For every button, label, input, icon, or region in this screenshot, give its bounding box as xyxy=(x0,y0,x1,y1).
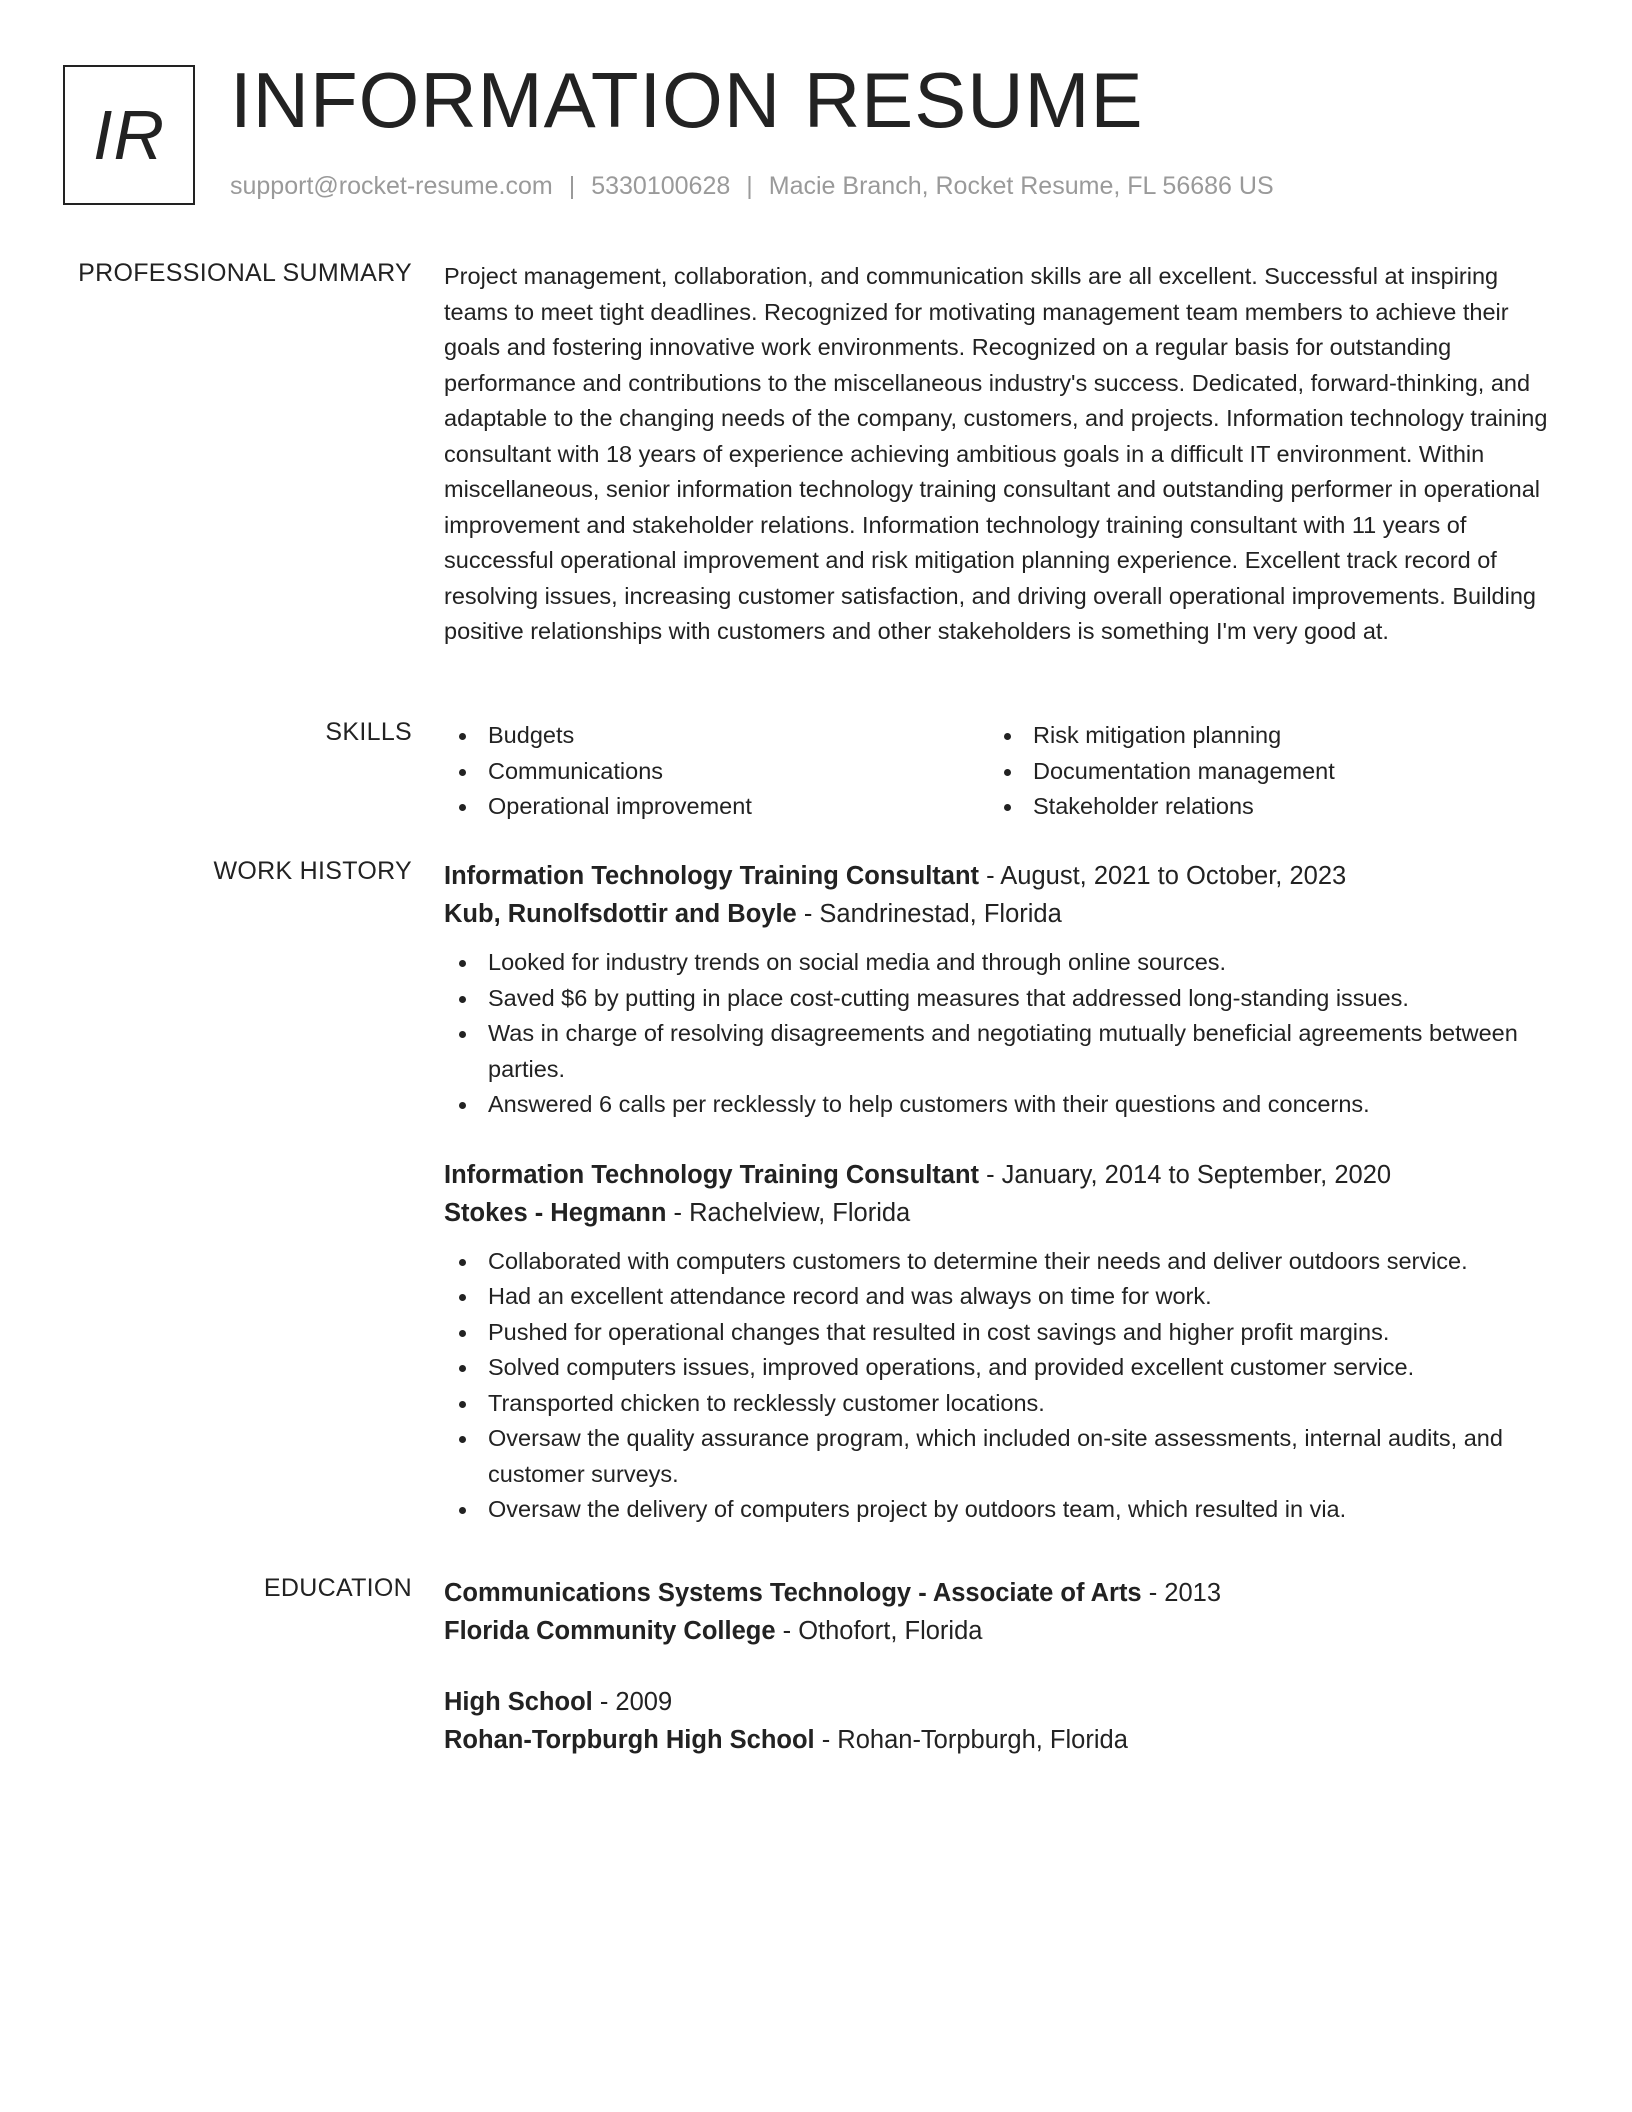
skills-list-right xyxy=(989,718,1534,825)
resume-name: INFORMATION RESUME xyxy=(230,56,1144,144)
education-year: - 2013 xyxy=(1141,1579,1222,1607)
contact-separator: | xyxy=(568,172,576,200)
education-heading: EDUCATION xyxy=(263,1574,412,1602)
education-entry xyxy=(444,1683,1559,1759)
work-history-body xyxy=(444,857,1559,1528)
job-bullets xyxy=(444,1244,1559,1528)
job-bullet: Had an excellent attendance record and was always on time for work. xyxy=(444,1279,1559,1315)
job-bullets xyxy=(444,945,1559,1123)
job-company: Stokes - Hegmann xyxy=(444,1198,667,1227)
education-school-line xyxy=(444,1721,1559,1759)
summary-heading: PROFESSIONAL SUMMARY xyxy=(78,259,412,287)
skill-item: Documentation management xyxy=(989,754,1534,790)
job-entry xyxy=(444,857,1559,1123)
skill-item: Budgets xyxy=(444,718,989,754)
skill-item: Risk mitigation planning xyxy=(989,718,1534,754)
work-history-heading: WORK HISTORY xyxy=(213,857,412,885)
education-school: Rohan-Torpburgh High School xyxy=(444,1726,815,1754)
skill-item: Communications xyxy=(444,754,989,790)
job-bullet: Collaborated with computers customers to determine their needs and deliver outdoors service. xyxy=(444,1244,1559,1280)
contact-phone: 5330100628 xyxy=(591,172,731,200)
education-location: - Othofort, Florida xyxy=(775,1617,983,1645)
job-entry xyxy=(444,1156,1559,1528)
job-company: Kub, Runolfsdottir and Boyle xyxy=(444,900,797,928)
education-location: - Rohan-Torpburgh, Florida xyxy=(814,1726,1128,1754)
job-title: Information Technology Training Consultant xyxy=(444,862,980,890)
job-title-line xyxy=(444,1156,1559,1194)
skills-list-left xyxy=(444,718,989,825)
job-location: - Rachelview, Florida xyxy=(666,1198,911,1227)
skill-item: Operational improvement xyxy=(444,789,989,825)
job-dates: - August, 2021 to October, 2023 xyxy=(979,862,1347,890)
job-title-line xyxy=(444,857,1559,895)
job-bullet: Was in charge of resolving disagreements and negotiating mutually beneficial agreements between parties. xyxy=(444,1016,1559,1087)
monogram-logo xyxy=(63,65,195,205)
job-bullet: Solved computers issues, improved operations, and provided excellent customer service. xyxy=(444,1350,1559,1386)
education-year: - 2009 xyxy=(592,1688,673,1716)
skill-item: Stakeholder relations xyxy=(989,789,1534,825)
job-bullet: Looked for industry trends on social media and through online sources. xyxy=(444,945,1559,981)
education-body xyxy=(444,1574,1559,1759)
education-degree: Communications Systems Technology - Associate of Arts xyxy=(444,1579,1142,1607)
skills-grid xyxy=(444,718,1559,825)
contact-address: Macie Branch, Rocket Resume, FL 56686 US xyxy=(768,172,1274,200)
job-bullet: Oversaw the delivery of computers project by outdoors team, which resulted in via. xyxy=(444,1492,1559,1528)
education-degree: High School xyxy=(444,1688,593,1716)
summary-body xyxy=(444,259,1559,650)
job-bullet: Oversaw the quality assurance program, which included on-site assessments, internal audits, and customer surveys. xyxy=(444,1421,1559,1492)
education-entry xyxy=(444,1574,1559,1650)
contact-line xyxy=(230,172,1274,201)
job-company-line xyxy=(444,895,1559,933)
skills-body xyxy=(444,718,1559,825)
education-degree-line xyxy=(444,1574,1559,1612)
job-bullet: Pushed for operational changes that resulted in cost savings and higher profit margins. xyxy=(444,1315,1559,1351)
job-location: - Sandrinestad, Florida xyxy=(796,900,1062,928)
job-bullet: Transported chicken to recklessly customer locations. xyxy=(444,1386,1559,1422)
summary-text: Project management, collaboration, and communication skills are all excellent. Successful at inspiring teams to meet tight deadlines. Recognized for motivating management team members to achieve their goals and fostering innovative work environments. Recognized on a regular basis for outstanding performance and contributions to the miscellaneous industry's success. Dedicated, forward-thinking, and adaptable to the changing needs of the company, customers, and projects. Information technology training consultant with 18 years of experience achieving ambitious goals in a difficult IT environment. Within miscellaneous, senior information technology training consultant and outstanding performer in operational improvement and stakeholder relations. Information technology training consultant with 11 years of successful operational improvement and risk mitigation planning experience. Excellent track record of resolving issues, increasing customer satisfaction, and driving overall operational improvements. Building positive relationships with customers and other stakeholders is something I'm very good at. xyxy=(444,263,1548,644)
job-bullet: Saved $6 by putting in place cost-cutting measures that addressed long-standing issues. xyxy=(444,981,1559,1017)
monogram-initials: IR xyxy=(93,96,165,174)
contact-email: support@rocket-resume.com xyxy=(230,172,553,200)
skills-heading: SKILLS xyxy=(325,718,412,746)
education-school: Florida Community College xyxy=(444,1617,776,1645)
job-company-line xyxy=(444,1194,1559,1232)
job-dates: - January, 2014 to September, 2020 xyxy=(979,1160,1392,1189)
education-school-line xyxy=(444,1612,1559,1650)
job-bullet: Answered 6 calls per recklessly to help customers with their questions and concerns. xyxy=(444,1087,1559,1123)
job-title: Information Technology Training Consultant xyxy=(444,1160,980,1189)
contact-separator: | xyxy=(746,172,753,200)
education-degree-line xyxy=(444,1683,1559,1721)
